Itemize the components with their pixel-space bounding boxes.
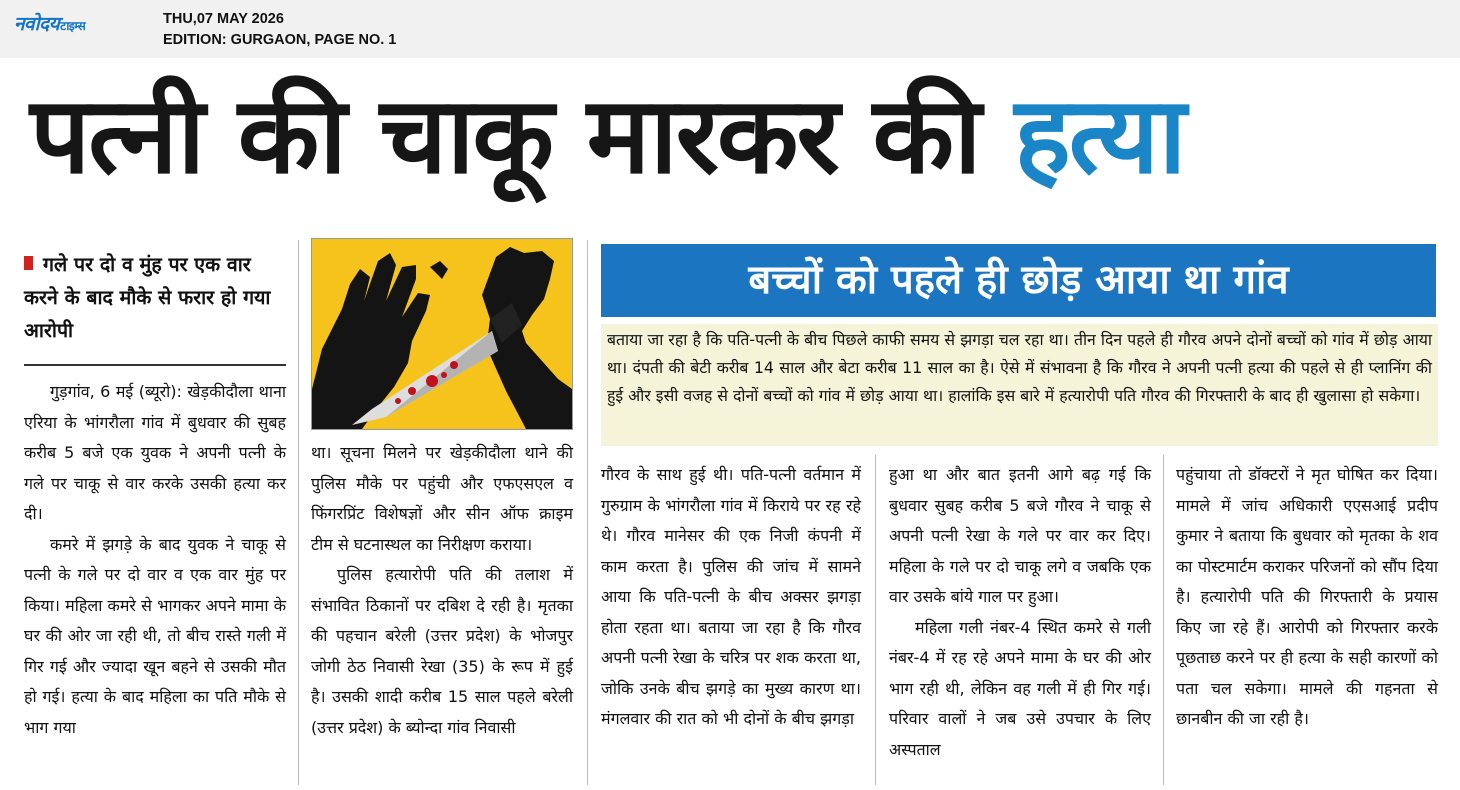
article-column-5 — [1176, 460, 1438, 735]
knife-crime-illustration — [311, 238, 573, 430]
page-headline — [30, 66, 1440, 216]
issue-date: THU,07 MAY 2026 — [163, 11, 284, 27]
blurb-divider — [24, 364, 286, 366]
column-divider — [298, 240, 299, 785]
paragraph: महिला गली नंबर-4 स्थित कमरे से गली नंबर-4 में रह रहे अपने मामा के घर की ओर भाग रही थी, लेकिन वह गली में ही गिर गई। परिवार वालों ने जब उसे उपचार के लिए अस्पताल — [889, 617, 1151, 759]
article-column-3 — [601, 460, 861, 735]
column-divider — [875, 455, 876, 785]
highlight-blurb — [24, 248, 286, 347]
knife-hands-image — [312, 239, 572, 429]
logo-suffix: टाइम्स — [60, 19, 86, 33]
edition-label: EDITION: GURGAON, PAGE NO. 1 — [163, 32, 397, 48]
summary-box: बताया जा रहा है कि पति-पत्नी के बीच पिछले काफी समय से झगड़ा चल रहा था। तीन दिन पहले ही गौरव अपने दोनों बच्चों को गांव में छोड़ आया था। दंपती की बेटी करीब 14 साल और बेटा करीब 11 साल का है। ऐसे में संभावना है कि गौरव ने अपनी पत्नी हत्या की पहले से ही प्लानिंग की हुई और इसी वजह से दोनों बच्चों को गांव में छोड़ आया था। हालांकि इस बारे में हत्यारोपी पति गौरव की गिरफ्तारी के बाद ही खुलासा हो सकेगा। — [601, 324, 1438, 446]
paragraph: गुड़गांव, 6 मई (ब्यूरो): खेड़कीदौला थाना एरिया के भांगरौला गांव में बुधवार की सुबह करीब 5 बजे एक युवक ने अपनी पत्नी के गले पर चाकू से वार करके उसकी हत्या कर दी। — [24, 382, 286, 523]
paragraph: कमरे में झगड़े के बाद युवक ने चाकू से पत्नी के गले पर दो वार व एक वार मुंह पर किया। महिला कमरे से भागकर अपने मामा के घर की ओर जा रही थी, तो बीच रास्ते गली में गिर गई और ज्यादा खून बहने से उसकी मौत हो गई। हत्या के बाद महिला का पति मौके से भाग गया — [24, 534, 286, 737]
dateline — [163, 9, 396, 51]
paragraph: हुआ था और बात इतनी आगे बढ़ गई कि बुधवार सुबह करीब 5 बजे गौरव ने चाकू से अपनी पत्नी रेखा के गले पर वार कर दिए। महिला के गले पर दो चाकू लगे व जबकि एक वार उसके बांये गाल पर हुआ। — [889, 465, 1151, 606]
masthead-bar — [0, 0, 1460, 58]
paragraph: पहुंचाया तो डॉक्टरों ने मृत घोषित कर दिया। मामले में जांच अधिकारी एएसआई प्रदीप कुमार ने बताया कि बुधवार को मृतका के शव का पोस्टमार्टम कराकर परिजनों को सौंप दिया है। हत्यारोपी पति की गिरफ्तारी के प्रयास किए जा रहे हैं। आरोपी को गिरफ्तार करके पूछताछ करने पर ही हत्या के सही कारणों को पता चल सकेगा। मामले की गहनता से छानबीन की जा रही है। — [1176, 465, 1438, 728]
headline-main: पत्नी की चाकू मारकर की — [30, 74, 980, 197]
headline-highlight: हत्या — [1014, 74, 1185, 197]
article-column-2 — [311, 438, 573, 743]
article-column-1 — [24, 377, 286, 743]
article-column-4 — [889, 460, 1151, 765]
column-divider — [587, 240, 588, 785]
logo-text: नवोदय — [14, 13, 60, 35]
newspaper-logo[interactable] — [14, 10, 85, 36]
paragraph: पुलिस हत्यारोपी पति की तलाश में संभावित ठिकानों पर दबिश दे रही है। मृतका की पहचान बरेली (उत्तर प्रदेश) के भोजपुर जोगी ठेठ निवासी रेखा (35) के रूप में हुई है। उसकी शादी करीब 15 साल पहले बरेली (उत्तर प्रदेश) के ब्योन्दा गांव निवासी — [311, 565, 573, 737]
red-bullet-icon — [24, 256, 33, 270]
paragraph: गौरव के साथ हुई थी। पति-पत्नी वर्तमान में गुरुग्राम के भांगरौला गांव में किराये पर रह रहे थे। गौरव मानेसर की एक निजी कंपनी में काम करता है। पुलिस की जांच में सामने आया कि पति-पत्नी के बीच अक्सर झगड़ा होता रहता था। बताया जा रहा है कि गौरव अपनी पत्नी रेखा के चरित्र पर शक करता था, जोकि उनके बीच झगड़े का मुख्य कारण था। मंगलवार की रात को भी दोनों के बीच झगड़ा — [601, 465, 861, 728]
paragraph: था। सूचना मिलने पर खेड़कीदौला थाने की पुलिस मौके पर पहुंची और एफएसएल व फिंगरप्रिंट विशेषज्ञों और सीन ऑफ क्राइम टीम से घटनास्थल का निरीक्षण कराया। — [311, 443, 573, 554]
blurb-text: गले पर दो व मुंह पर एक वार करने के बाद मौके से फरार हो गया आरोपी — [24, 253, 271, 342]
subheading-banner: बच्चों को पहले ही छोड़ आया था गांव — [601, 244, 1436, 317]
column-divider — [1163, 455, 1164, 785]
